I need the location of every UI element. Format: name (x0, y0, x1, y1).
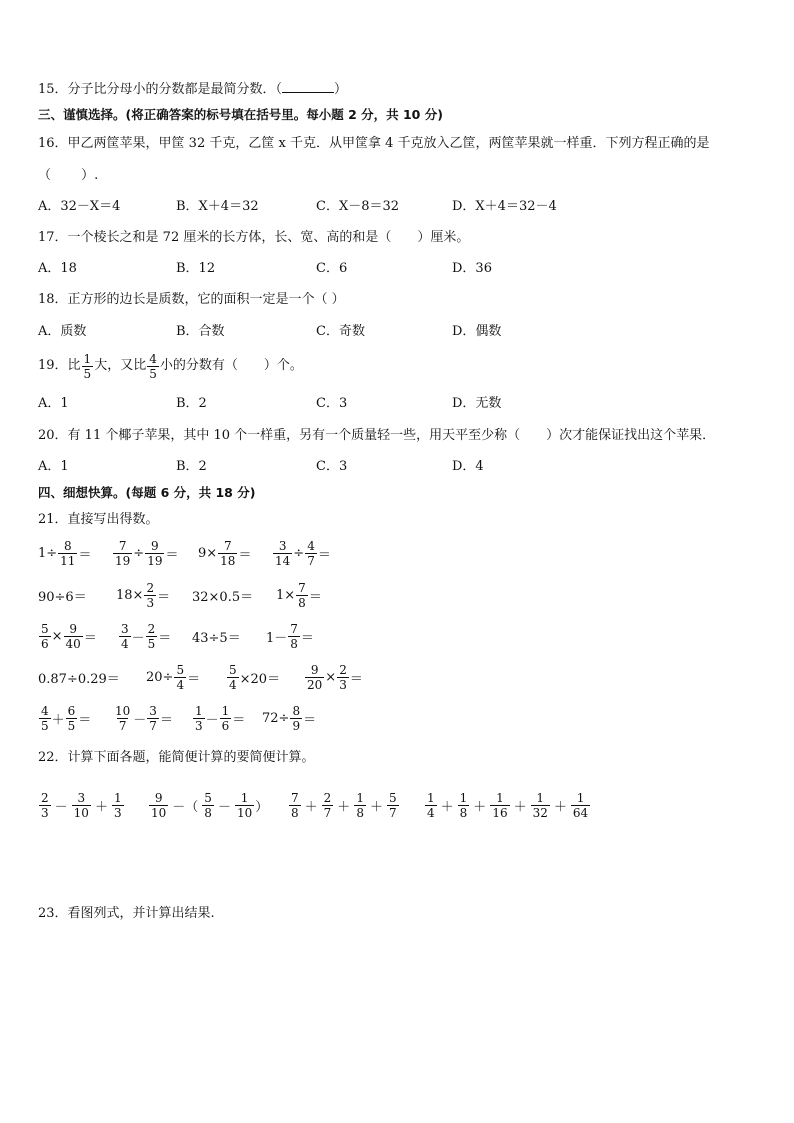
fraction (571, 791, 590, 820)
numerator: 9 (151, 538, 159, 553)
option-c[interactable]: C．X－8＝32 (316, 199, 400, 214)
answer-blank[interactable] (282, 80, 334, 93)
calc-item (304, 657, 363, 697)
fraction (531, 791, 550, 820)
question-17-options (38, 260, 758, 278)
question-15-close: ） (334, 82, 348, 97)
numerator: 9 (154, 790, 163, 805)
denominator: 8 (459, 805, 468, 820)
numerator: 1 (240, 790, 249, 805)
numerator: 9 (69, 621, 77, 636)
calc-item (112, 533, 178, 573)
calc-text: ＝ (232, 712, 246, 728)
fraction (174, 663, 186, 692)
denominator: 18 (220, 553, 236, 568)
numerator: 2 (339, 662, 347, 677)
numerator: 4 (41, 703, 49, 718)
operator: ＋ (440, 799, 454, 815)
question-19 (38, 348, 303, 384)
numerator: 1 (459, 790, 468, 805)
fraction (66, 704, 78, 733)
question-20: 20．有 11 个椰子苹果，其中 10 个一样重，另有一个质量轻一些，用天平至少称（ ）次才能保证找出这个苹果． (38, 428, 716, 443)
fraction (273, 539, 292, 568)
fraction (147, 352, 159, 381)
fraction (146, 622, 158, 651)
calc-text: 1－ (266, 630, 288, 646)
option-c[interactable]: C．奇数 (316, 324, 365, 339)
calc-text: 72÷ (262, 710, 290, 726)
fraction (113, 539, 132, 568)
calc-item (38, 698, 91, 738)
question-16-line2: （ ）. (38, 168, 99, 183)
denominator: 10 (236, 805, 253, 820)
numerator: 7 (223, 538, 232, 553)
calc-text: ＝ (303, 712, 317, 728)
question-16-line1: 16．甲乙两筐苹果，甲筐 32 千克，乙筐 x 千克．从甲筐拿 4 千克放入乙筐，两筐苹果就一样重．下列方程正确的是 (38, 136, 710, 151)
fraction (235, 791, 254, 820)
calc-text: 1÷ (38, 545, 58, 561)
numerator: 7 (291, 790, 299, 805)
calc-item (38, 657, 120, 697)
operator: ÷ (293, 545, 305, 561)
denominator: 3 (339, 677, 347, 692)
numerator: 5 (204, 790, 212, 805)
numerator: 2 (146, 580, 155, 595)
option-b[interactable]: B．12 (176, 261, 216, 276)
denominator: 4 (176, 677, 185, 692)
operator: ÷ (133, 545, 145, 561)
numerator: 1 (356, 790, 364, 805)
calc-text: ＝ (349, 671, 363, 687)
numerator: 1 (576, 790, 585, 805)
operator: × (51, 628, 63, 644)
calc-item (272, 533, 331, 573)
operator: ＋ (337, 799, 351, 815)
denominator: 9 (292, 718, 301, 733)
calc-text: ＝ (238, 547, 252, 563)
q19-pre: 19．比 (38, 358, 81, 373)
fraction (290, 704, 302, 733)
numerator: 1 (113, 790, 122, 805)
numerator: 7 (298, 580, 306, 595)
numerator: 7 (118, 538, 127, 553)
fraction (296, 581, 308, 610)
operator: － (54, 799, 68, 815)
option-a[interactable]: A．18 (38, 261, 77, 276)
numerator: 3 (121, 621, 129, 636)
denominator: 8 (298, 595, 306, 610)
denominator: 4 (121, 636, 129, 651)
denominator: 7 (323, 805, 332, 820)
fraction (39, 622, 51, 651)
operator: ＋ (553, 799, 567, 815)
fraction (64, 622, 83, 651)
question-16-options (38, 198, 758, 216)
fraction (220, 704, 232, 733)
calc-text: 20÷ (146, 669, 174, 685)
calc-item (198, 533, 251, 573)
operator: － (217, 799, 231, 815)
operator: ＋ (473, 799, 487, 815)
numerator: 3 (149, 703, 157, 718)
option-d[interactable]: D．X＋4＝32－4 (452, 199, 557, 214)
denominator: 7 (118, 718, 127, 733)
fraction (227, 663, 239, 692)
question-22: 22．计算下面各题，能简便计算的要简便计算。 (38, 750, 315, 765)
calc-text: ＝ (317, 547, 331, 563)
denominator: 3 (195, 718, 203, 733)
expression (148, 785, 268, 825)
fraction (144, 581, 156, 610)
section-4-heading: 四、细想快算。(每题 6 分，共 18 分) (38, 485, 256, 500)
fraction (58, 539, 77, 568)
option-b[interactable]: B．X＋4＝32 (176, 199, 259, 214)
denominator: 64 (572, 805, 589, 820)
fraction (82, 352, 94, 381)
fraction (149, 791, 168, 820)
fraction (72, 791, 91, 820)
numerator: 2 (323, 790, 332, 805)
option-b[interactable]: B．2 (176, 396, 207, 411)
denominator: 5 (67, 718, 76, 733)
numerator: 6 (67, 703, 76, 718)
calc-text: 9× (198, 545, 218, 561)
denominator: 5 (149, 366, 157, 381)
fraction (145, 539, 164, 568)
denominator: 3 (113, 805, 122, 820)
calc-item (38, 575, 87, 615)
calc-item (192, 698, 245, 738)
operator: － (205, 712, 219, 728)
question-18: 18．正方形的边长是质数，它的面积一定是一个（ ） (38, 292, 345, 307)
operator: ＋ (513, 799, 527, 815)
calc-text: 0.87÷0.29＝ (38, 671, 120, 687)
question-19-options (38, 395, 758, 413)
calc-text: ＝ (78, 712, 92, 728)
numerator: 3 (77, 790, 86, 805)
numerator: 8 (292, 703, 301, 718)
operator: ＋ (51, 712, 65, 728)
fraction (113, 704, 132, 733)
calc-text: ＝ (308, 589, 322, 605)
calc-item (116, 575, 170, 615)
denominator: 3 (41, 805, 49, 820)
numerator: 10 (115, 703, 131, 718)
operator: ＋ (304, 799, 318, 815)
numerator: 1 (496, 790, 504, 805)
calc-item (38, 533, 91, 573)
fraction (458, 791, 470, 820)
fraction (305, 663, 324, 692)
calc-item (118, 616, 171, 656)
calc-text: 18× (116, 587, 144, 603)
calc-text: ＝ (158, 630, 172, 646)
question-15 (38, 80, 347, 99)
fraction (289, 791, 301, 820)
denominator: 4 (229, 677, 237, 692)
question-20-options (38, 458, 758, 476)
expression (38, 785, 125, 825)
operator: ＋ (94, 799, 108, 815)
operator: － (131, 630, 145, 646)
operator: －（ (172, 799, 199, 815)
denominator: 20 (307, 677, 323, 692)
option-c[interactable]: C．6 (316, 261, 348, 276)
option-a[interactable]: A．1 (38, 396, 69, 411)
calc-item (192, 575, 253, 615)
fraction (39, 791, 51, 820)
numerator: 1 (83, 351, 92, 366)
numerator: 4 (149, 351, 157, 366)
denominator: 10 (151, 805, 167, 820)
q19-mid: 大，又比 (94, 358, 147, 373)
denominator: 16 (492, 805, 508, 820)
operator: ＋ (369, 799, 383, 815)
numerator: 9 (310, 662, 319, 677)
calc-text: 90÷6＝ (38, 589, 87, 605)
fraction (218, 539, 237, 568)
denominator: 10 (73, 805, 89, 820)
calc-item (146, 657, 200, 697)
calc-item (192, 616, 241, 656)
numerator: 5 (229, 662, 237, 677)
calc-text: ＝ (187, 671, 201, 687)
calc-item (262, 698, 316, 738)
question-18-options (38, 323, 758, 341)
fraction (147, 704, 159, 733)
operator: － (133, 712, 147, 728)
calc-item (38, 616, 97, 656)
question-23: 23．看图列式，并计算出结果. (38, 906, 215, 921)
fraction (193, 704, 205, 733)
denominator: 14 (275, 553, 291, 568)
fraction (354, 791, 366, 820)
calc-item (226, 657, 280, 697)
calc-text: ＝ (83, 630, 97, 646)
numerator: 5 (41, 621, 49, 636)
numerator: 4 (307, 538, 315, 553)
denominator: 11 (60, 553, 76, 568)
numerator: 1 (195, 703, 203, 718)
expression (424, 785, 591, 825)
question-17: 17．一个棱长之和是 72 厘米的长方体，长、宽、高的和是（ ）厘米。 (38, 230, 470, 245)
option-c[interactable]: C．3 (316, 459, 348, 474)
calc-text: ＝ (78, 547, 92, 563)
denominator: 6 (221, 718, 230, 733)
denominator: 8 (291, 805, 299, 820)
fraction (288, 622, 300, 651)
fraction (490, 791, 509, 820)
fraction (387, 791, 399, 820)
denominator: 5 (83, 366, 92, 381)
denominator: 40 (65, 636, 81, 651)
denominator: 4 (427, 805, 435, 820)
denominator: 19 (147, 553, 163, 568)
calc-text: ＝ (159, 712, 173, 728)
question-21: 21．直接写出得数。 (38, 512, 159, 527)
calc-text: ＝ (300, 630, 314, 646)
numerator: 5 (388, 790, 397, 805)
denominator: 5 (147, 636, 156, 651)
option-a[interactable]: A．1 (38, 459, 69, 474)
option-d[interactable]: D．偶数 (452, 324, 502, 339)
option-a[interactable]: A．质数 (38, 324, 87, 339)
numerator: 1 (536, 790, 545, 805)
calc-item (266, 616, 314, 656)
denominator: 8 (290, 636, 298, 651)
numerator: 2 (147, 621, 156, 636)
fraction (305, 539, 317, 568)
question-15-text: 15．分子比分母小的分数都是最简分数．（ (38, 82, 283, 97)
section-3-heading: 三、谨慎选择。(将正确答案的标号填在括号里。每小题 2 分，共 10 分) (38, 107, 443, 122)
operator: × (325, 669, 337, 685)
q19-post: 小的分数有（ ）个。 (159, 358, 303, 373)
calc-item (112, 698, 173, 738)
fraction (202, 791, 214, 820)
calc-text: ） (255, 799, 269, 815)
fraction (112, 791, 124, 820)
option-b[interactable]: B．2 (176, 459, 207, 474)
fraction (39, 704, 51, 733)
denominator: 3 (146, 595, 155, 610)
calc-text: 43÷5＝ (192, 630, 241, 646)
denominator: 8 (204, 805, 212, 820)
fraction (322, 791, 334, 820)
denominator: 7 (149, 718, 157, 733)
calc-item (276, 575, 322, 615)
denominator: 5 (41, 718, 49, 733)
denominator: 6 (41, 636, 49, 651)
numerator: 8 (63, 538, 72, 553)
expression (288, 785, 400, 825)
numerator: 3 (278, 538, 287, 553)
numerator: 7 (290, 621, 298, 636)
denominator: 7 (307, 553, 315, 568)
option-c[interactable]: C．3 (316, 396, 348, 411)
numerator: 1 (221, 703, 230, 718)
option-d[interactable]: D．36 (452, 261, 492, 276)
fraction (119, 622, 131, 651)
calc-text: 32×0.5＝ (192, 589, 254, 605)
numerator: 2 (41, 790, 49, 805)
denominator: 7 (388, 805, 397, 820)
denominator: 19 (115, 553, 131, 568)
numerator: 5 (176, 662, 185, 677)
calc-text: ＝ (157, 589, 171, 605)
option-d[interactable]: D．4 (452, 459, 484, 474)
calc-text: ×20＝ (239, 671, 281, 687)
calc-text: 1× (276, 587, 296, 603)
option-b[interactable]: B．合数 (176, 324, 225, 339)
calc-text: ＝ (165, 547, 179, 563)
fraction (425, 791, 437, 820)
denominator: 32 (532, 805, 548, 820)
option-d[interactable]: D．无数 (452, 396, 502, 411)
option-a[interactable]: A．32－X＝4 (38, 199, 121, 214)
numerator: 1 (427, 790, 435, 805)
fraction (337, 663, 349, 692)
denominator: 8 (356, 805, 364, 820)
